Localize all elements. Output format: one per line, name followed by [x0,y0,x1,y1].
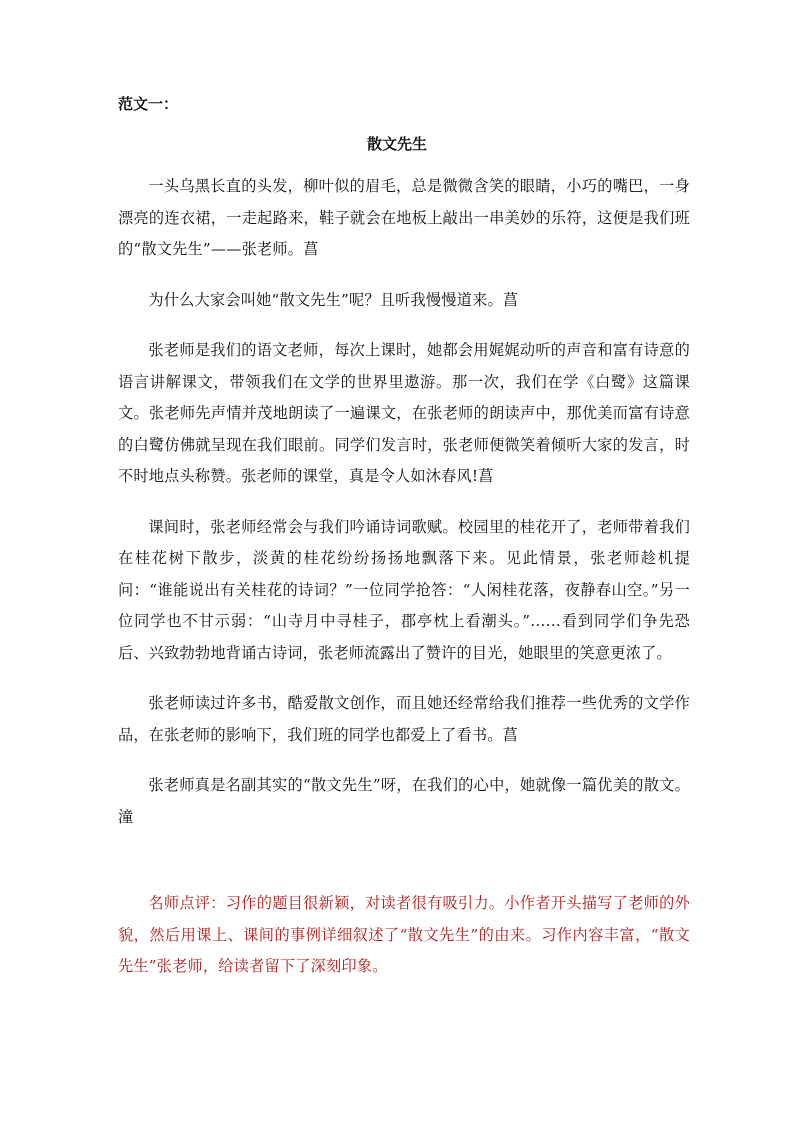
essay-paragraph-1: 一头乌黑长直的头发，柳叶似的眉毛，总是微微含笑的眼睛，小巧的嘴巴，一身漂亮的连衣裙，一走起路来，鞋子就会在地板上敲出一串美妙的乐符，这便是我们班的“散文先生”——张老师。菖 [118,177,690,258]
essay-paragraph-6: 张老师真是名副其实的“散文先生”呀，在我们的心中，她就像一篇优美的散文。潼 [118,776,690,826]
essay-paragraph-4: 课间时，张老师经常会与我们吟诵诗词歌赋。校园里的桂花开了，老师带着我们在桂花树下散步，淡黄的桂花纷纷扬扬地飘落下来。见此情景，张老师趁机提问：“谁能说出有关桂花的诗词？”一位同学抢答：“人闲桂花落，夜静春山空。”另一位同学也不甘示弱：“山寺月中寻桂子，郡亭枕上看潮头。”……看到同学们争先恐后、兴致勃勃地背诵古诗词，张老师流露出了赞许的目光，她眼里的笑意更浓了。 [118,517,690,662]
essay-paragraph-5: 张老师读过许多书，酷爱散文创作，而且她还经常给我们推荐一些优秀的文学作品，在张老师的影响下，我们班的同学也都爱上了看书。菖 [118,694,690,744]
essay-title: 散文先生 [366,135,427,153]
essay-paragraph-2: 为什么大家会叫她“散文先生”呢？且听我慢慢道来。菖 [148,290,519,309]
essay-paragraph-3: 张老师是我们的语文老师，每次上课时，她都会用娓娓动听的声音和富有诗意的语言讲解课文，带领我们在文学的世界里遨游。那一次，我们在学《白鹭》这篇课文。张老师先声情并茂地朗读了一遍课文，在张老师的朗读声中，那优美而富有诗意的白鹭仿佛就呈现在我们眼前。同学们发言时，张老师便微笑着倾听大家的发言，时不时地点头称赞。张老师的课堂，真是令人如沐春风!菖 [118,341,690,485]
essay-body [118,171,690,852]
teacher-comment: 名师点评：习作的题目很新颖，对读者很有吸引力。小作者开头描写了老师的外貌，然后用课上、课间的事例详细叙述了“散文先生”的由来。习作内容丰富，“散文先生”张老师，给读者留下了深刻印象。 [118,894,690,975]
sample-label: 范文一： [118,95,179,113]
